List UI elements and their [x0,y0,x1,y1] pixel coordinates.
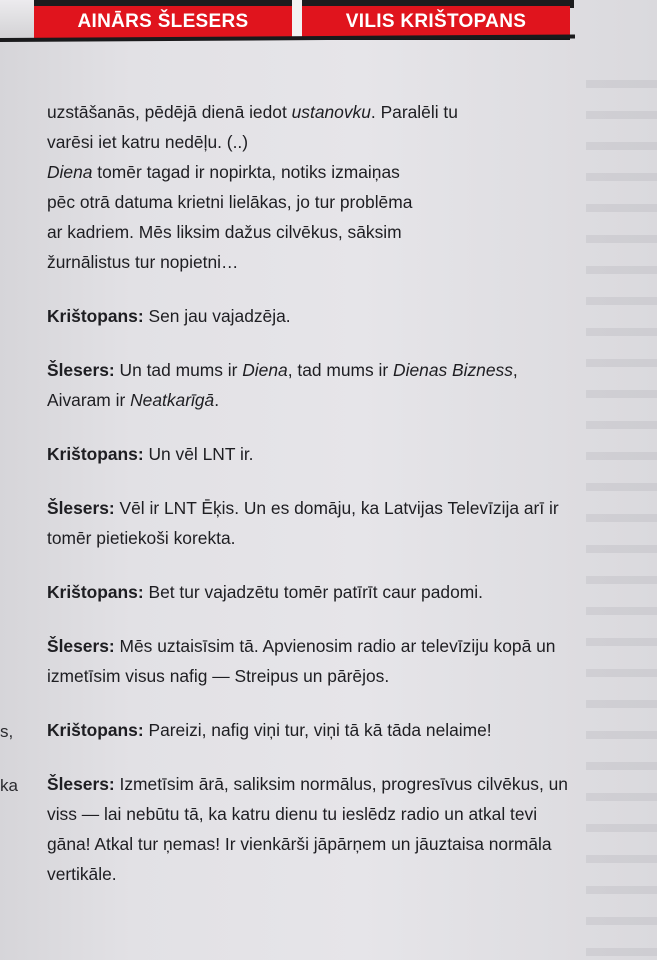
speech: Mēs uztaisīsim tā. Apvienosim radio ar televīziju kopā un izmetīsim visus nafig — Streipus un pārējos. [47,636,556,686]
speaker-name: Krištopans: [47,720,144,740]
speech: Un vēl LNT ir. [143,444,254,464]
speech: Bet tur vajadzētu tomēr patīrīt caur padomi. [143,582,483,602]
speaker-name: Krištopans: [47,444,144,464]
text-line: uzstāšanās, pēdējā dienā iedot ustanovku. Paralēli tu [47,102,458,122]
banner-divider [292,0,302,40]
intro-paragraph [47,97,582,277]
speech: Vēl ir LNT Ēķis. Un es domāju, ka Latvijas Televīzija arī ir tomēr pietiekoši korekta. [47,498,559,548]
speaker-name: Šlesers: [47,360,115,380]
name-label-right: VILIS KRIŠTOPANS [345,11,527,32]
speaker-name: Šlesers: [47,774,115,794]
left-column-fragment: ka [0,776,18,795]
text-line: žurnālistus tur nopietni… [47,252,239,272]
dialogue-turn [47,577,582,607]
name-banner-right [302,6,570,38]
name-banner-left [34,6,292,38]
dialogue-turn [47,715,582,745]
speaker-name: Šlesers: [47,498,115,518]
name-label-left: AINĀRS ŠLESERS [77,11,249,32]
text-line: Diena tomēr tagad ir nopirkta, notiks izmaiņas [47,162,400,182]
dialogue-turn [47,301,582,331]
speech: Sen jau vajadzēja. [143,306,291,326]
speech: Pareizi, nafig viņi tur, viņi tā kā tāda nelaime! [143,720,492,740]
dialogue-turn: Šlesers: Un tad mums ir Diena, tad mums ir Dienas Bizness, Aivaram ir Neatkarīgā. [47,360,518,410]
text-line: ar kadriem. Mēs liksim dažus cilvēkus, sāksim [47,222,402,242]
dialogue-turn [47,631,582,691]
text-line: varēsi iet katru nedēļu. (..) [47,132,249,152]
speech: Izmetīsim ārā, saliksim normālus, progresīvus cilvēkus, un viss — lai nebūtu tā, ka katru dienu tu ieslēdz radio un atkal tevi gāna! Atkal tur ņemas! Ir vienkārši jāpārņem un jāuztaisa normāla vertikāle. [47,774,568,884]
transcript-text [47,97,582,913]
speaker-name: Šlesers: [47,636,115,656]
photo-fragment [0,0,34,40]
facing-page-bleed [586,80,657,960]
speaker-name: Krištopans: [47,306,144,326]
dialogue-turn [47,769,582,889]
speaker-name: Krištopans: [47,582,144,602]
left-column-fragment: s, [0,722,14,741]
dialogue-turn [47,493,582,553]
text-line: pēc otrā datuma krietni lielākas, jo tur problēma [47,192,413,212]
dialogue-turn [47,439,582,469]
